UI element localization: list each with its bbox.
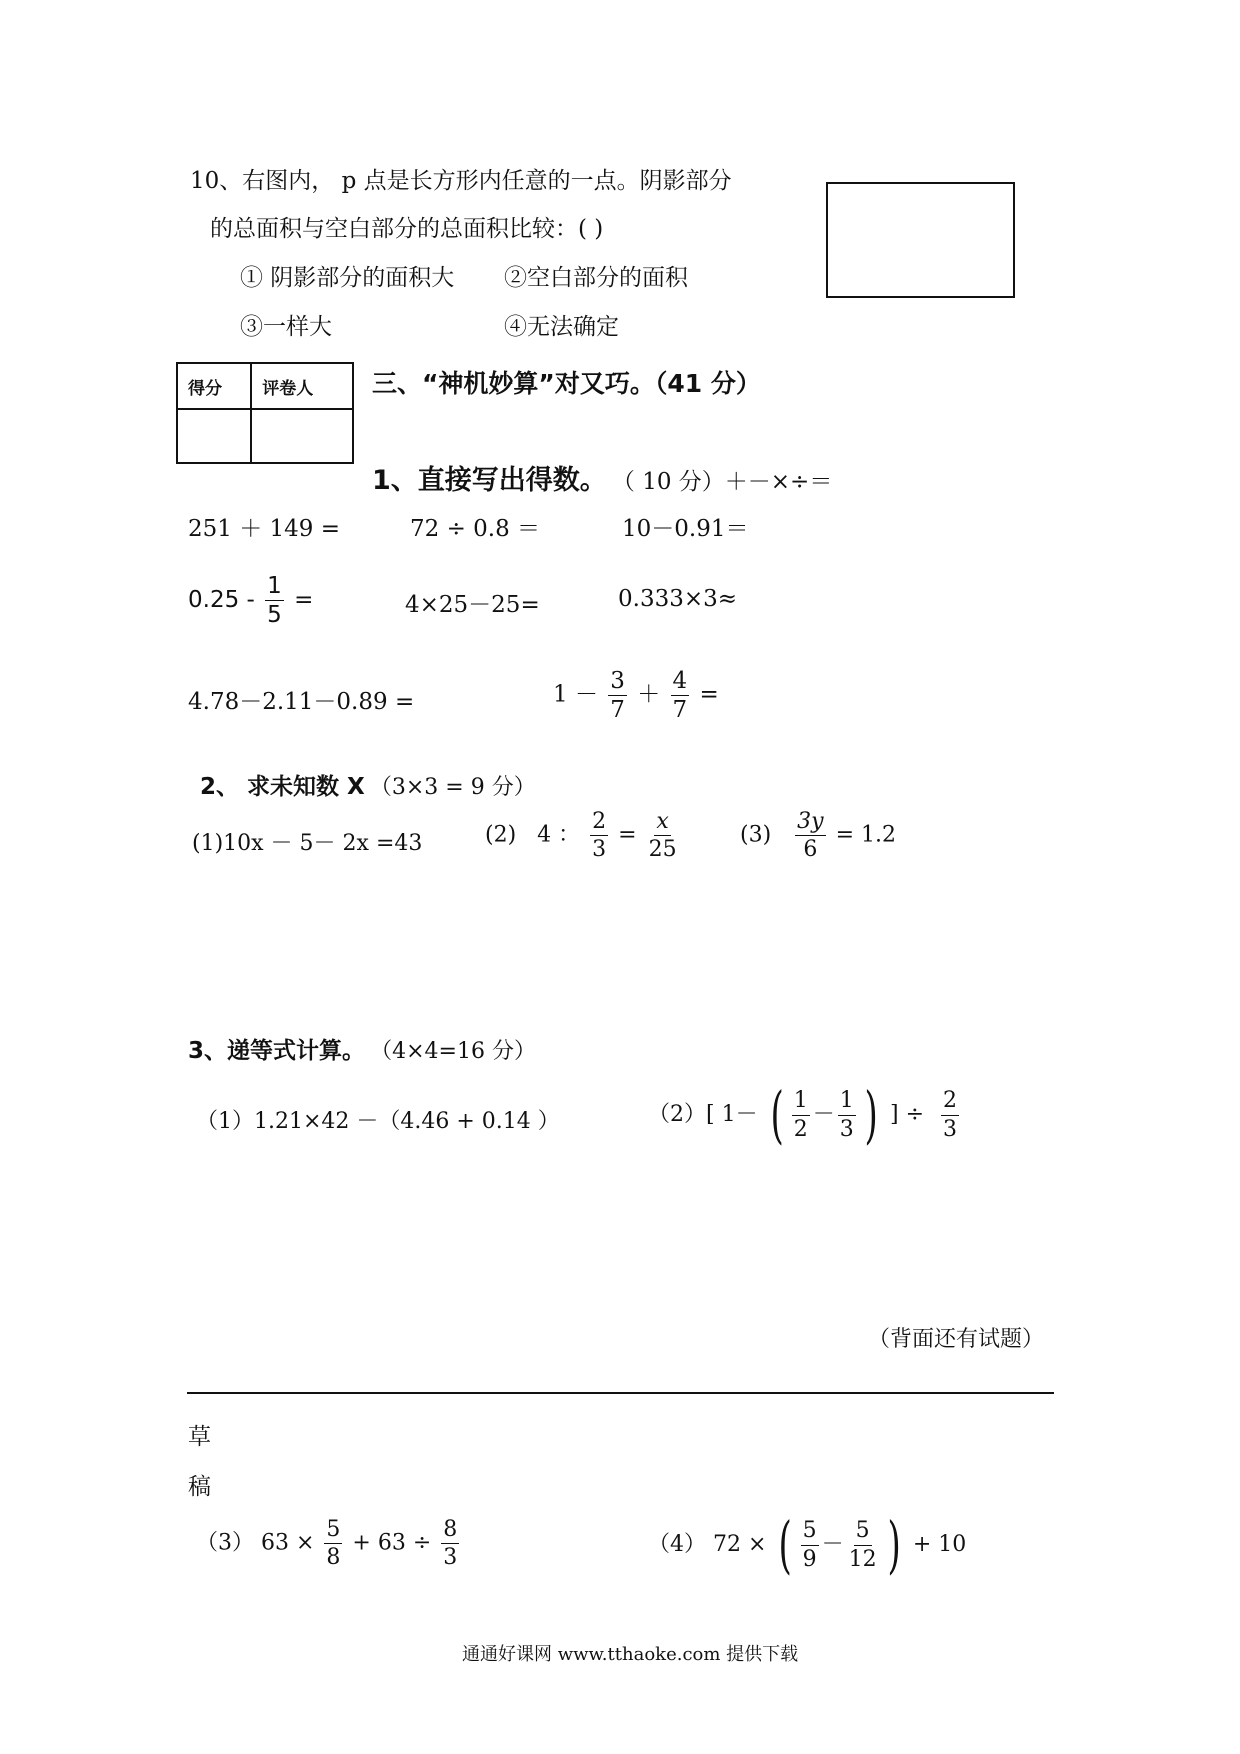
numerator: 3 [608,669,627,696]
operator: + 10 [912,1532,967,1557]
operator: + 63 ÷ [352,1530,432,1556]
calc-72-div: 72 ÷ 0.8 ＝ [410,516,541,542]
back-note: （背面还有试题） [868,1327,1045,1352]
fraction [847,1519,879,1570]
part2-heading: 2、 求未知数 X [200,774,365,800]
equals: = [618,822,637,848]
numerator: 2 [941,1089,959,1115]
score-cell[interactable] [177,409,251,463]
rectangle-figure [826,182,1015,298]
fraction [941,1089,959,1140]
left-paren: ( [778,1508,793,1581]
q10-line2: 的总面积与空白部分的总面积比较：( ) [210,216,604,242]
equals: = [699,681,719,708]
operator: ] ÷ [890,1102,925,1127]
q10-option-3: ③一样大 [240,314,332,340]
denominator: 3 [592,837,607,863]
denominator: 2 [793,1116,808,1142]
calc-4x25: 4×25－25= [405,592,540,618]
denominator: 5 [267,602,282,629]
fraction [671,669,690,722]
part1-points: （ 10 分）＋－×÷＝ [611,469,833,495]
numerator: 5 [324,1518,342,1544]
colon: ： [558,822,581,848]
part1-heading: 1、直接写出得数。 [372,465,607,496]
q10-option-4: ④无法确定 [504,314,619,340]
numerator: 8 [441,1518,459,1544]
calc-0.333x3: 0.333×3≈ [618,586,738,612]
denominator: 3 [943,1116,958,1142]
step-calc-2 [648,1078,962,1151]
part2-points: （3×3 = 9 分） [369,775,536,800]
calc-10-minus: 10－0.91＝ [622,516,749,542]
part3-points: （4×4=16 分） [370,1039,536,1064]
part2-heading-row [200,768,536,801]
fraction [801,1519,819,1570]
numerator: 2 [590,810,608,836]
right-paren: ) [864,1078,878,1151]
fraction [265,574,284,627]
fraction [324,1518,342,1569]
rhs: = 1.2 [835,822,897,848]
q10-line1: 10、右图内， p 点是长方形内任意的一点。阴影部分 [190,168,732,194]
step-calc-1: （1）1.21×42 －（4.46 + 0.14 ） [196,1109,560,1134]
term: 4 [537,822,552,848]
denominator: 8 [326,1545,341,1571]
label: （4） 72 × [648,1532,767,1557]
part3-heading-row [188,1032,536,1065]
q10-option-1: ① 阴影部分的面积大 [240,265,455,291]
equation-1: (1)10x － 5－ 2x =43 [192,831,423,856]
equals: = [294,587,314,614]
plus: ＋ [637,681,661,708]
score-header: 得分 [177,363,251,409]
numerator: 1 [792,1089,810,1115]
left-paren: ( [770,1078,784,1151]
expr-text: 1 － [553,681,598,708]
numerator: 1 [265,574,284,601]
minus: － [812,1102,835,1127]
equation-2 [485,810,682,861]
denominator: 25 [648,837,677,863]
calc-251-149: 251 ＋ 149 = [188,516,341,542]
denominator: 12 [848,1546,877,1572]
denominator: 6 [803,837,818,863]
numerator: 4 [671,669,690,696]
fraction [795,810,825,861]
numerator: 1 [838,1089,856,1115]
footer: 通通好课网 www.tthaoke.com 提供下载 [462,1644,799,1665]
right-paren: ) [887,1508,901,1581]
fraction [647,810,679,861]
step-calc-4 [648,1508,967,1581]
denominator: 9 [802,1546,817,1572]
calc-0.25-minus-fraction [188,574,313,627]
calc-1-fractions [553,669,719,722]
score-table [176,362,354,464]
equation-3 [740,810,896,861]
fraction [792,1089,810,1140]
numerator: x [654,810,670,836]
grader-header: 评卷人 [251,363,353,409]
part1-heading-row [372,458,832,497]
divider-line [187,1392,1054,1394]
minus: － [821,1532,844,1557]
fraction [590,810,608,861]
denominator: 7 [610,697,625,724]
fraction [441,1518,459,1569]
expr-text: 0.25 - [188,587,255,614]
draft-char-2: 稿 [188,1474,211,1500]
fraction [838,1089,856,1140]
part3-heading: 3、递等式计算。 [188,1038,366,1064]
grader-cell[interactable] [251,409,353,463]
calc-4.78: 4.78－2.11－0.89 = [188,689,415,715]
label: (3) [740,822,772,848]
section-title: 三、“神机妙算”对又巧。（41 分） [372,369,761,398]
denominator: 7 [672,697,688,724]
q10-option-2: ②空白部分的面积 [504,265,688,291]
label: (2) [485,822,517,848]
denominator: 3 [443,1545,458,1571]
fraction [608,669,627,722]
draft-char-1: 草 [188,1424,211,1450]
denominator: 3 [839,1116,854,1142]
numerator: 3y [795,810,825,836]
step-calc-3 [196,1518,462,1569]
numerator: 5 [854,1519,872,1545]
label: （2）[ 1－ [648,1102,758,1127]
label: （3） 63 × [196,1530,315,1556]
numerator: 5 [801,1519,819,1545]
